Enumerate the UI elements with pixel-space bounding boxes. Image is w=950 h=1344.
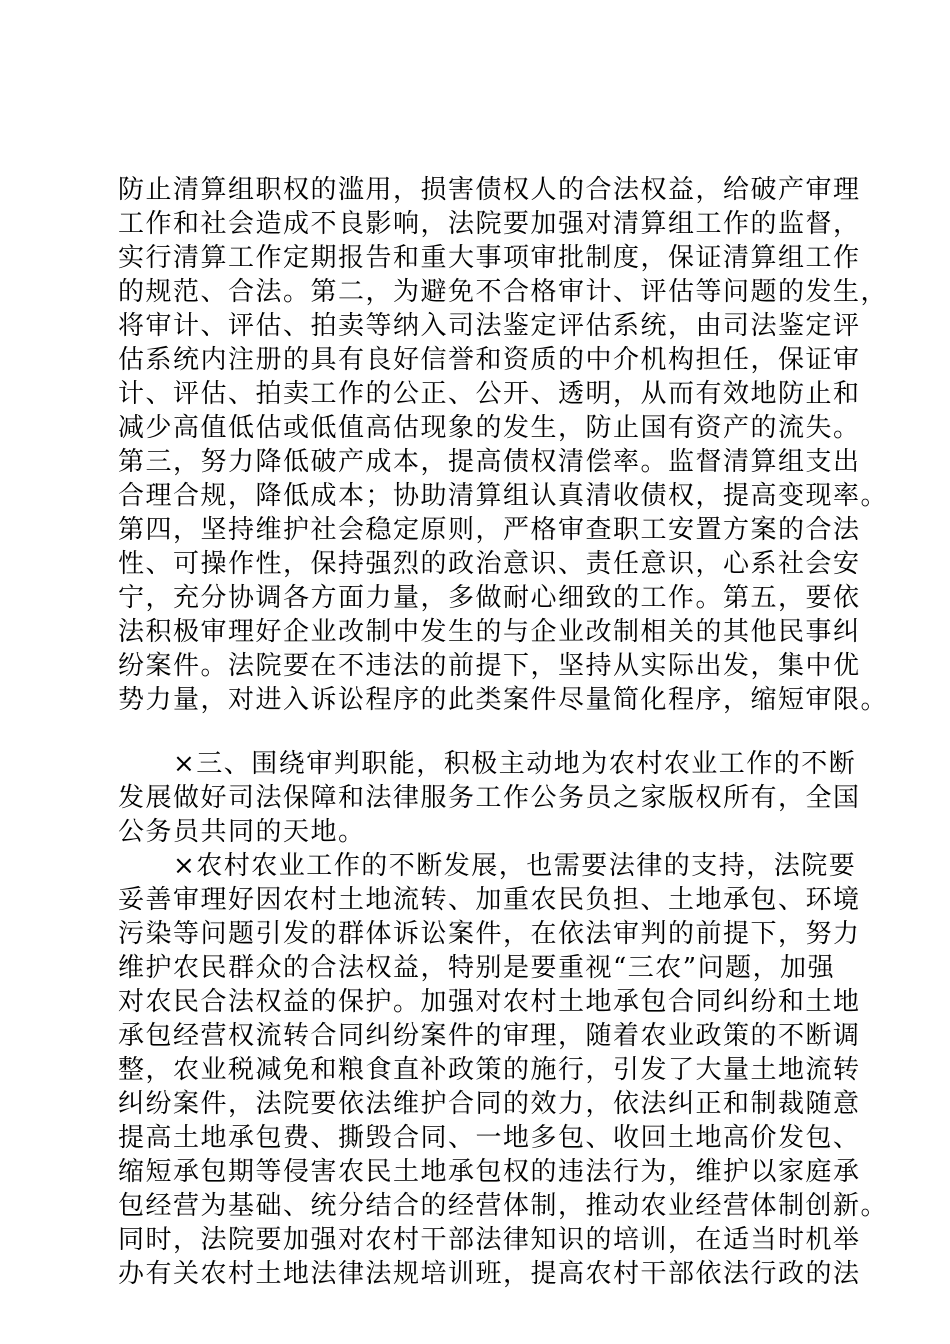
text-line: 防止清算组职权的滥用，损害债权人的合法权益，给破产审理	[118, 175, 861, 205]
text-line: 估系统内注册的具有良好信誉和资质的中介机构担任，保证审	[118, 345, 861, 375]
text-line: 宁，充分协调各方面力量，多做耐心细致的工作。第五，要依	[118, 583, 861, 613]
text-line: 纷案件。法院要在不违法的前提下，坚持从实际出发，集中优	[118, 651, 861, 681]
text-line: 纠纷案件，法院要依法维护合同的效力，依法纠正和制裁随意	[118, 1089, 861, 1119]
text-line: 工作和社会造成不良影响，法院要加强对清算组工作的监督，	[118, 209, 861, 239]
text-line: 办有关农村土地法律法规培训班，提高农村干部依法行政的法	[118, 1259, 861, 1289]
text-line: 发展做好司法保障和法律服务工作公务员之家版权所有，全国	[118, 783, 861, 813]
text-line: 包经营为基础、统分结合的经营体制，推动农业经营体制创新。	[118, 1191, 889, 1221]
text-line: 同时，法院要加强对农村干部法律知识的培训，在适当时机举	[118, 1225, 861, 1255]
text-line: 缩短承包期等侵害农民土地承包权的违法行为，维护以家庭承	[118, 1157, 861, 1187]
text-line: 合理合规，降低成本；协助清算组认真清收债权，提高变现率。	[118, 481, 889, 511]
text-line: 法积极审理好企业改制中发生的与企业改制相关的其他民事纠	[118, 617, 861, 647]
text-line: 维护农民群众的合法权益，特别是要重视“三农”问题，加强	[118, 953, 836, 983]
text-line: 整，农业税减免和粮食直补政策的施行，引发了大量土地流转	[118, 1055, 861, 1085]
text-line: 第三，努力降低破产成本，提高债权清偿率。监督清算组支出	[118, 447, 861, 477]
text-line: 承包经营权流转合同纠纷案件的审理，随着农业政策的不断调	[118, 1021, 861, 1051]
text-line: 势力量，对进入诉讼程序的此类案件尽量简化程序，缩短审限。	[118, 685, 889, 715]
text-line: 将审计、评估、拍卖等纳入司法鉴定评估系统，由司法鉴定评	[118, 311, 861, 341]
text-line: ×农村农业工作的不断发展，也需要法律的支持，法院要	[118, 851, 857, 881]
text-line: 提高土地承包费、撕毁合同、一地多包、收回土地高价发包、	[118, 1123, 861, 1153]
text-line: 的规范、合法。第二，为避免不合格审计、评估等问题的发生，	[118, 277, 889, 307]
text-line: 第四，坚持维护社会稳定原则，严格审查职工安置方案的合法	[118, 515, 861, 545]
text-line: 妥善审理好因农村土地流转、加重农民负担、土地承包、环境	[118, 885, 861, 915]
text-line: 对农民合法权益的保护。加强对农村土地承包合同纠纷和土地	[118, 987, 861, 1017]
text-line: 性、可操作性，保持强烈的政治意识、责任意识，心系社会安	[118, 549, 861, 579]
text-line: ×三、围绕审判职能，积极主动地为农村农业工作的不断	[118, 749, 857, 779]
text-line: 实行清算工作定期报告和重大事项审批制度，保证清算组工作	[118, 243, 861, 273]
text-line: 污染等问题引发的群体诉讼案件，在依法审判的前提下，努力	[118, 919, 861, 949]
text-line: 计、评估、拍卖工作的公正、公开、透明，从而有效地防止和	[118, 379, 861, 409]
text-line: 减少高值低估或低值高估现象的发生，防止国有资产的流失。	[118, 413, 861, 443]
text-line: 公务员共同的天地。	[118, 817, 366, 847]
